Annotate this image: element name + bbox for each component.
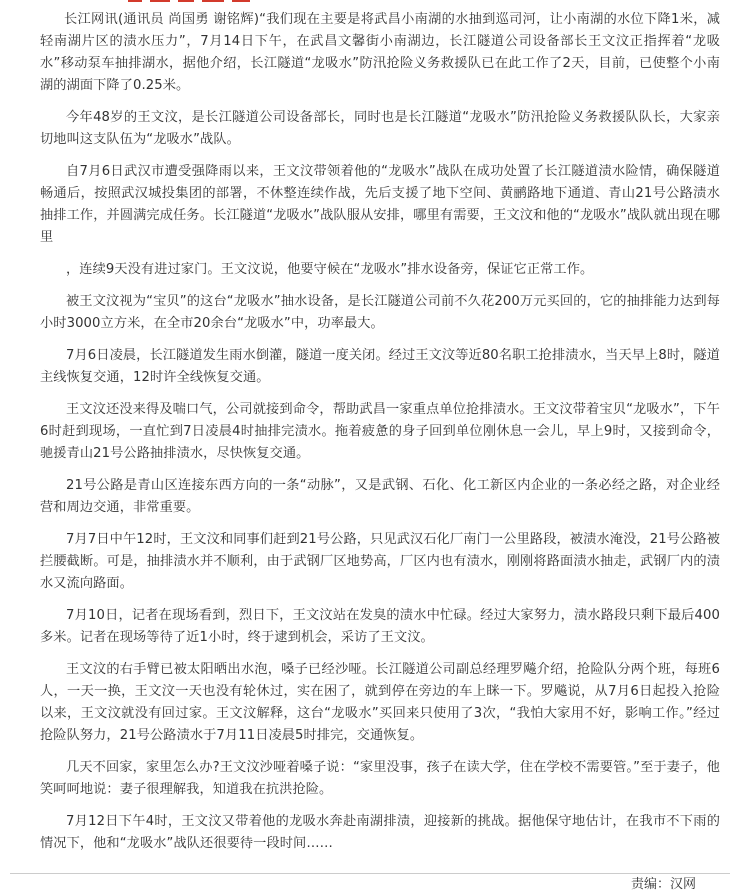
top-accent-rule: [0, 0, 730, 3]
article-paragraph: 自7月6日武汉市遭受强降雨以来，王文汶带领着他的“龙吸水”战队在成功处置了长江隧道渍水险情，确保隧道畅通后，按照武汉城投集团的部署，不休整连续作战，先后支援了地下空间、黄鹂路地下通道、青山21号公路渍水抽排工作，并圆满完成任务。长江隧道“龙吸水”战队服从安排，哪里有需要，王文汶和他的“龙吸水”战队就出现在哪里: [40, 164, 720, 245]
article-footer: [0, 873, 730, 895]
article-paragraph: 7月10日，记者在现场看到，烈日下，王文汶站在发臭的渍水中忙碌。经过大家努力，渍水路段只剩下最后400多米。记者在现场等待了近1小时，终于逮到机会，采访了王文汶。: [40, 608, 720, 645]
article-paragraph: 7月6日凌晨，长江隧道发生雨水倒灌，隧道一度关闭。经过王文汶等近80名职工抢排渍水，当天早上8时，隧道主线恢复交通，12时许全线恢复交通。: [40, 348, 720, 385]
article-paragraph: 7月7日中午12时，王文汶和同事们赶到21号公路，只见武汉石化厂南门一公里路段，被渍水淹没，21号公路被拦腰截断。可是，抽排渍水并不顺利，由于武钢厂区地势高，厂区内也有渍水，刚刚将路面渍水抽走，武钢厂内的渍水又流向路面。: [40, 532, 720, 591]
editor-credit: 责编：汉网: [630, 877, 696, 892]
article-paragraph: 今年48岁的王文汶，是长江隧道公司设备部长，同时也是长江隧道“龙吸水”防汛抢险义务救援队队长，大家亲切地叫这支队伍为“龙吸水”战队。: [40, 110, 720, 147]
article-paragraph: 21号公路是青山区连接东西方向的一条“动脉”，又是武钢、石化、化工新区内企业的一条必经之路，对企业经营和周边交通，非常重要。: [40, 478, 720, 515]
article-body: [0, 9, 730, 865]
article-paragraph: 王文汶的右手臂已被太阳晒出水泡，嗓子已经沙哑。长江隧道公司副总经理罗飚介绍，抢险队分两个班，每班6人，一天一换，王文汶一天也没有轮休过，实在困了，就到停在旁边的车上眯一下。罗飚说，从7月6日起投入抢险以来，王文汶就没有回过家。王文汶解释，这台“龙吸水”买回来只使用了3次，“我怕大家用不好，影响工作。”经过抢险队努力，21号公路渍水于7月11日凌晨5时排完，交通恢复。: [40, 662, 720, 743]
article-paragraph: 被王文汶视为“宝贝”的这台“龙吸水”抽水设备，是长江隧道公司前不久花200万元买回的，它的抽排能力达到每小时3000立方米，在全市20余台“龙吸水”中，功率最大。: [40, 294, 720, 331]
article-paragraph: 长江网讯(通讯员 尚国勇 谢铭辉)“我们现在主要是将武昌小南湖的水抽到巡司河，让小南湖的水位下降1米，减轻南湖片区的渍水压力”，7月14日下午，在武昌文馨街小南湖边，长江隧道公司设备部长王文汶正指挥着“龙吸水”移动泵车抽排湖水，据他介绍，长江隧道“龙吸水”防汛抢险义务救援队已在此工作了2天，目前，已使整个小南湖的湖面下降了0.25米。: [40, 12, 720, 93]
article-paragraph: ，连续9天没有进过家门。王文汶说，他要守候在“龙吸水”排水设备旁，保证它正常工作。: [66, 262, 594, 277]
article-paragraph: 王文汶还没来得及喘口气，公司就接到命令，帮助武昌一家重点单位抢排渍水。王文汶带着宝贝“龙吸水”，下午6时赶到现场，一直忙到7日凌晨4时抽排完渍水。拖着疲惫的身子回到单位刚休息一会儿，早上9时，又接到命令，驰援青山21号公路抽排渍水，尽快恢复交通。: [40, 402, 720, 461]
footer-divider: [10, 873, 730, 874]
article-paragraph: 7月12日下午4时，王文汶又带着他的龙吸水奔赴南湖排渍，迎接新的挑战。据他保守地估计，在我市不下雨的情况下，他和“龙吸水”战队还很要待一段时间……: [40, 814, 720, 851]
article-paragraph: 几天不回家，家里怎么办?王文汶沙哑着嗓子说：“家里没事，孩子在读大学，住在学校不需要管。”至于妻子，他笑呵呵地说：妻子很理解我，知道我在抗洪抢险。: [40, 760, 720, 797]
